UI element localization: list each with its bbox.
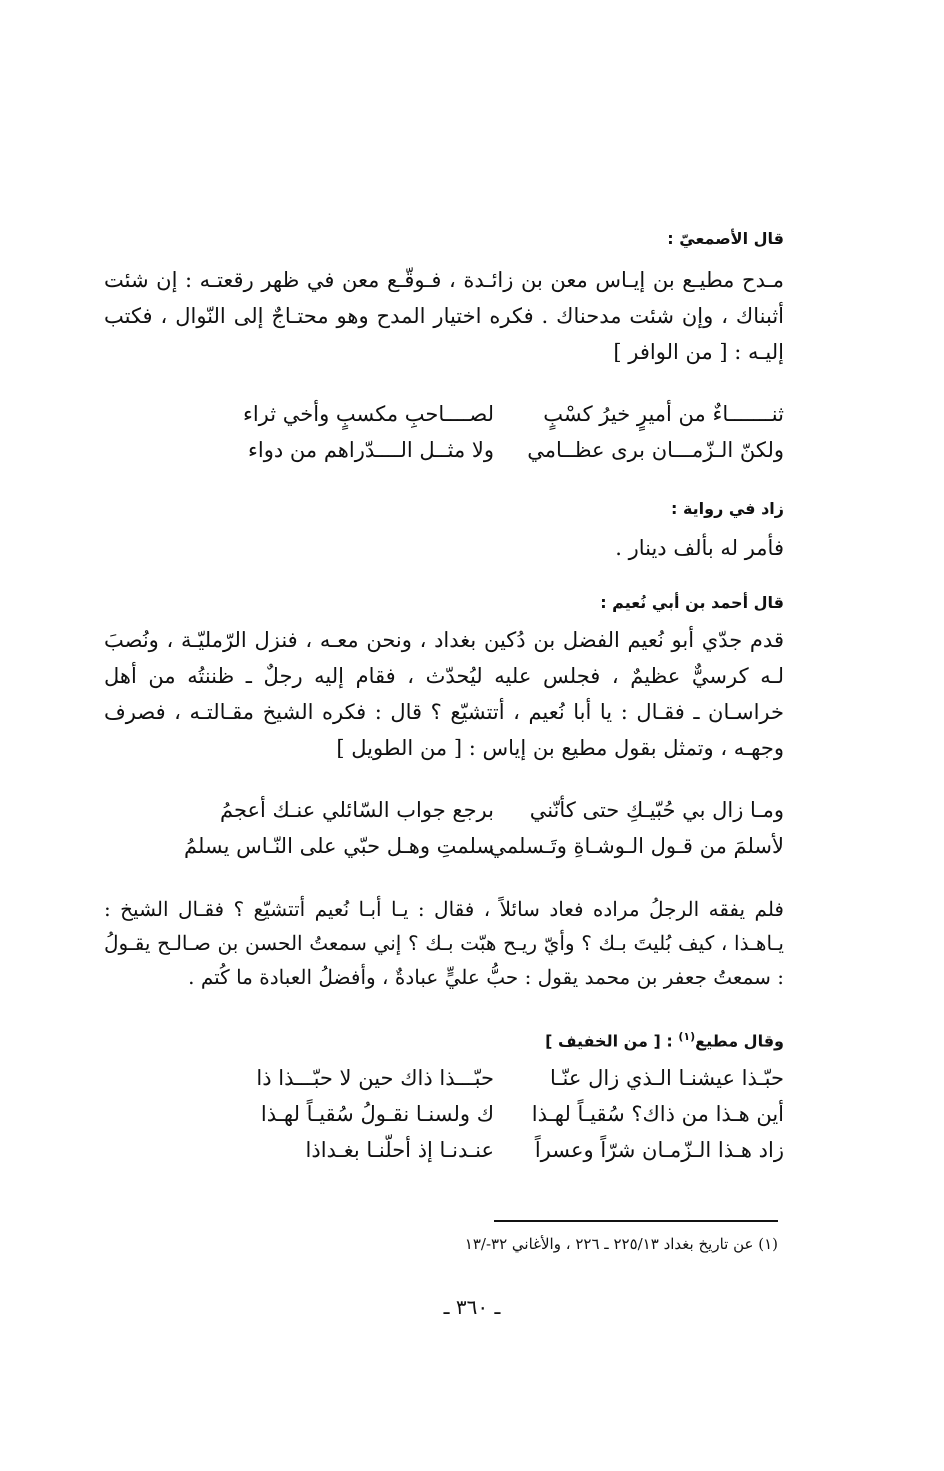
- poem: [164, 1060, 784, 1168]
- poem: [164, 396, 784, 468]
- heading-text: وقال مطيع: [695, 1031, 784, 1051]
- verse-first-hemistich: ولكنّ الـزّمـــان برى عظــامي: [527, 438, 784, 462]
- verse-first-hemistich: حبّـذا عيشنـا الـذي زال عنّـا: [549, 1066, 784, 1090]
- section-heading: قال الأصمعيّ :: [667, 229, 784, 248]
- verse-first-hemistich: لأسلمَ من قـول الـوشـاةِ وتَـسلمي: [489, 834, 784, 858]
- verse-second-hemistich: ك ولسنـا نقـولُ سُقيـاً لهـذا: [260, 1102, 494, 1126]
- footnote-divider: [494, 1220, 778, 1222]
- body-paragraph: فأمر له بألف دينار .: [615, 536, 784, 560]
- footnote-marker: (١): [678, 1030, 696, 1043]
- body-paragraph: قدم جدّي أبو نُعيم الفضل بن دُكين بغداد ، ونحن معـه ، فنزل الرّمليّـة ، ونُصبَ لـه كرسيٌّ عظيمٌ ، فجلس عليه ليُحدّث ، فقام إليه رجلٌ ـ ظننتُه من أهل خراسـان ـ فقـال : يا أبا نُعيم ، أتتشيّع ؟ قال : فكره الشيخ مقـالتـه ، فصرف وجهـه ، وتمثل بقول مطيع بن إياس : [ من الطويل ]: [104, 628, 784, 760]
- verse-first-hemistich: زاد هـذا الـزّمـان شرّاً وعسراً: [534, 1138, 784, 1162]
- meter-label: : [ من الخفيف ]: [545, 1031, 679, 1051]
- verse-first-hemistich: ثنـــــــاءٌ من أميرٍ خيرُ كسْبٍ: [543, 402, 784, 426]
- verse-line: [164, 828, 784, 864]
- verse-first-hemistich: أين هـذا من ذاك؟ سُقيـاً لهـذا: [531, 1102, 784, 1126]
- verse-line: [164, 1096, 784, 1132]
- verse-second-hemistich: عنـدنـا إذ أحلّنـا بغـداذا: [305, 1138, 494, 1162]
- page-number: ـ ٣٦٠ ـ: [443, 1295, 501, 1319]
- body-paragraph: مـدح مطيـع بن إيـاس معن بن زائـدة ، فـوقّـع معن في ظهر رقعتـه : إن شئت أثبناك ، وإن شئت مدحناك . فكره اختيار المدح وهو محتـاجٌ إلى النّوال ، فكتب إليـه : [ من الوافر ]: [104, 268, 784, 364]
- poem: [164, 792, 784, 864]
- verse-line: [164, 1060, 784, 1096]
- section-heading: زاد في رواية :: [670, 499, 784, 518]
- footnote: (١) عن تاريخ بغداد ٢٢٥/١٣ ـ ٢٢٦ ، والأغاني ٣٢-/١٣: [464, 1235, 778, 1253]
- verse-second-hemistich: حبّـــذا ذاك حين لا حبّـــذا ذا: [256, 1066, 494, 1090]
- verse-line: [164, 432, 784, 468]
- verse-second-hemistich: لصــــاحبِ مكسبٍ وأخي ثراء: [242, 402, 494, 426]
- section-heading: قال أحمد بن أبي نُعيم :: [600, 593, 784, 612]
- verse-line: [164, 792, 784, 828]
- verse-second-hemistich: برجع جواب السّائلي عنـك أعجمُ: [219, 798, 494, 822]
- body-paragraph: فلم يفقه الرجلُ مراده فعاد سائلاً ، فقال : يـا أبـا نُعيم أتتشيّع ؟ فقـال الشيخ : يـاهـذا ، كيف بُليتَ بـك ؟ وأيّ ريـح هبّت بـك ؟ إني سمعتُ الحسن بن صـالـح يقـولُ : سمعتُ جعفر بن محمد يقول : حبُّ عليٍّ عبادةٌ ، وأفضلُ العبادة ما كُتم .: [104, 897, 784, 989]
- verse-second-hemistich: ولا مثــل الــــدّراهم من دواء: [248, 438, 494, 462]
- verse-second-hemistich: سلمتِ وهـل حبّي على النّـاس يسلمُ: [183, 834, 494, 858]
- verse-first-hemistich: ومـا زال بي حُبّيـكِ حتى كأنّني: [529, 798, 784, 822]
- verse-line: [164, 396, 784, 432]
- verse-line: [164, 1132, 784, 1168]
- section-heading: [104, 1026, 784, 1052]
